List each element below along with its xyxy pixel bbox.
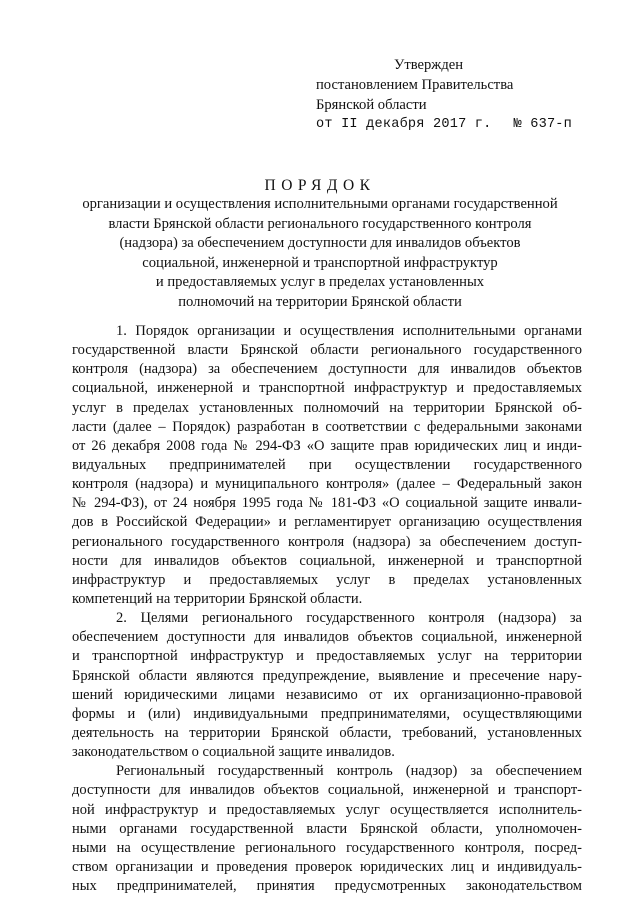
paragraph-line: регионального государственного контроля (надзора) за обеспечением доступ-: [72, 533, 582, 550]
paragraph-line: контроля (надзора) и муниципального контроля» (далее – Федеральный закон: [72, 476, 582, 493]
approval-date: от II декабря 2017 г.: [316, 117, 492, 132]
approval-block: [316, 55, 572, 135]
paragraph-line: ными на осуществление регионального государственного контроля, посред-: [72, 839, 582, 856]
paragraph-line: ности для инвалидов объектов социальной, инженерной и транспортной: [72, 552, 582, 569]
paragraph-1: [72, 322, 582, 609]
paragraph-2: [72, 609, 582, 762]
paragraph-3: [72, 762, 582, 896]
paragraph-line: инфраструктур и предоставляемых услуг в пределах установленных: [72, 571, 582, 588]
subtitle-line: организации и осуществления исполнительными органами государственной: [82, 196, 558, 212]
approval-date-number: [316, 115, 572, 135]
paragraph-line: видуальных предпринимателей при осуществлении государственного: [72, 456, 582, 473]
paragraph-line: и транспортной инфраструктур и предоставляемых услуг на территории: [72, 648, 582, 665]
paragraph-line: ными органами государственной власти Брянской области, уполномочен-: [72, 820, 582, 837]
paragraph-line: Брянской области являются предупреждение, выявление и пресечение нару-: [72, 667, 582, 684]
subtitle-line: социальной, инженерной и транспортной инфраструктур: [142, 254, 498, 271]
paragraph-line: контроля (надзора) за обеспечением доступности для инвалидов объектов: [72, 361, 582, 378]
paragraph-line: шений юридическими лицами независимо от их организационно-правовой: [72, 686, 582, 703]
paragraph-line: ных предпринимателей, принятия предусмотренных законодательством: [72, 878, 582, 895]
paragraph-line: № 294-ФЗ), от 24 ноября 1995 года № 181-ФЗ «О социальной защите инвали-: [72, 495, 582, 512]
paragraph-line: 2. Целями регионального государственного контроля (надзора) за: [116, 610, 582, 627]
paragraph-line: формы и (или) индивидуальными предпринимателями, осуществляющими: [72, 705, 582, 722]
paragraph-line: от 26 декабря 2008 года № 294-ФЗ «О защите прав юридических лиц и инди-: [72, 437, 582, 454]
approval-number: № 637-п: [513, 117, 573, 132]
paragraph-line: ством организации и проведения проверок юридических лиц и индивидуаль-: [72, 858, 582, 875]
subtitle-line: (надзора) за обеспечением доступности для инвалидов объектов: [119, 235, 521, 252]
document-body: [72, 322, 582, 896]
paragraph-line: дов в Российской Федерации» и регламентирует организацию осуществления: [72, 514, 582, 531]
paragraph-line: 1. Порядок организации и осуществления исполнительными органами: [116, 323, 582, 339]
paragraph-line: законодательством о социальной защите инвалидов.: [72, 744, 395, 761]
paragraph-line: обеспечением доступности для инвалидов объектов социальной, инженерной: [72, 629, 582, 646]
subtitle-line: власти Брянской области регионального государственного контроля: [108, 215, 532, 232]
paragraph-line: государственной власти Брянской области регионального государственного: [72, 342, 582, 359]
paragraph-line: деятельность на территории Брянской области, требований, установленных: [72, 724, 582, 741]
document-subtitle: [60, 195, 580, 313]
paragraph-line: доступности для инвалидов объектов социальной, инженерной и транспорт-: [72, 782, 582, 799]
approval-approved: Утвержден: [394, 57, 464, 73]
paragraph-line: услуг в пределах установленных полномочий на территории Брянской об-: [72, 399, 582, 416]
subtitle-line: и предоставляемых услуг в пределах установленных: [155, 274, 485, 291]
approval-resolution: постановлением Правительства: [316, 77, 514, 93]
paragraph-line: социальной, инженерной и транспортной инфраструктур и предоставляемых: [72, 380, 582, 397]
paragraph-line: ласти (далее – Порядок) разработан в соответствии с федеральными законами: [72, 418, 582, 435]
approval-region: Брянской области: [316, 97, 427, 113]
paragraph-line: Региональный государственный контроль (надзор) за обеспечением: [116, 763, 582, 780]
paragraph-line: ной инфраструктур и предоставляемых услуг осуществляется исполнитель-: [72, 801, 582, 818]
subtitle-line: полномочий на территории Брянской области: [178, 293, 462, 310]
paragraph-line: компетенций на территории Брянской области.: [72, 590, 363, 607]
document-title: ПОРЯДОК: [264, 177, 376, 194]
